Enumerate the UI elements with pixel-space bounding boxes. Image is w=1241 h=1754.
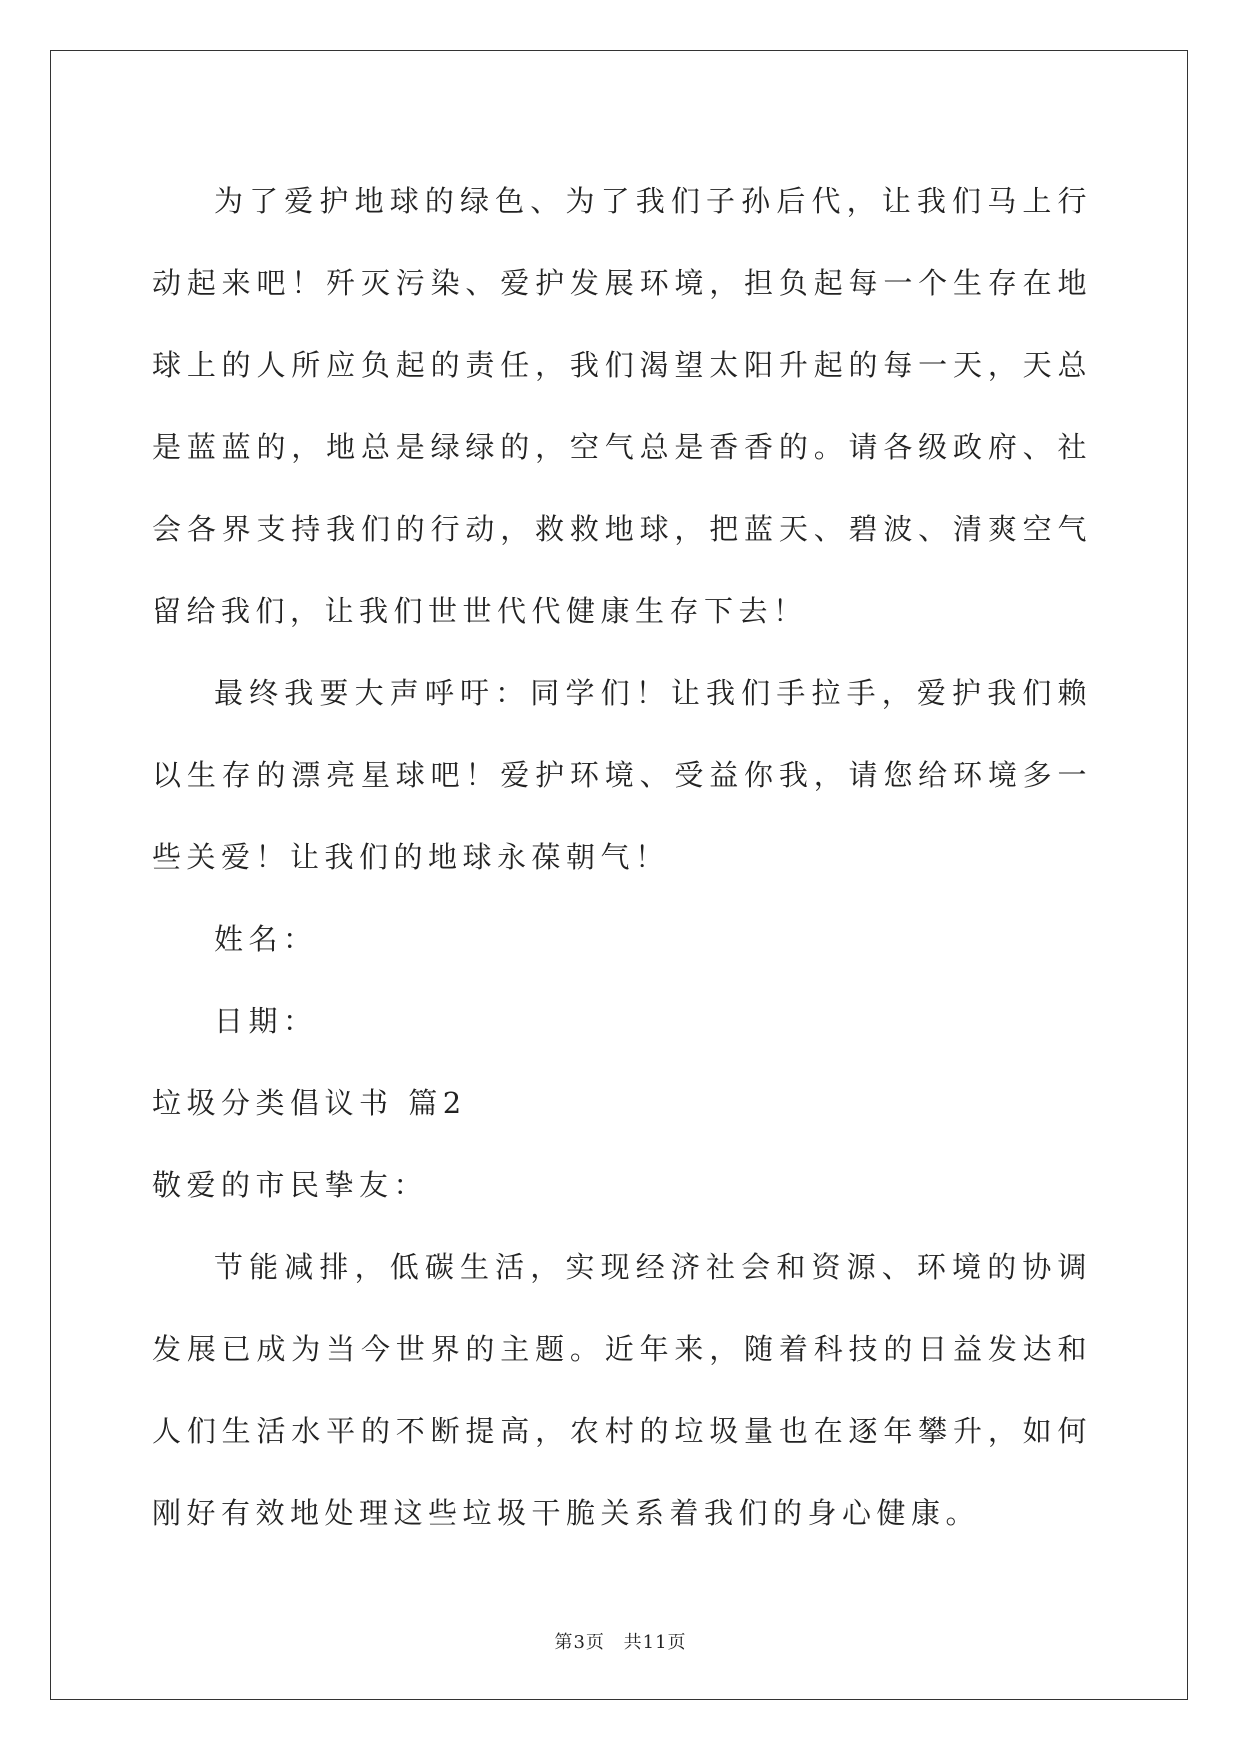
page-footer	[0, 1628, 1241, 1654]
paragraph: 为了爱护地球的绿色、为了我们子孙后代，让我们马上行动起来吧！歼灭污染、爱护发展环境，担负起每一个生存在地球上的人所应负起的责任，我们渴望太阳升起的每一天，天总是蓝蓝的，地总是绿绿的，空气总是香香的。请各级政府、社会各界支持我们的行动，救救地球，把蓝天、碧波、清爽空气留给我们，让我们世世代代健康生存下去！	[152, 184, 1092, 628]
paragraph: 节能减排，低碳生活，实现经济社会和资源、环境的协调发展已成为当今世界的主题。近年来，随着科技的日益发达和人们生活水平的不断提高，农村的垃圾量也在逐年攀升，如何刚好有效地处理这些垃圾干脆关系着我们的身心健康。	[152, 1250, 1092, 1530]
salutation: 敬爱的市民挚友：	[152, 1168, 429, 1202]
name-field-label: 姓名：	[214, 922, 318, 956]
page-total: 共11页	[623, 1632, 687, 1653]
paragraph: 最终我要大声呼吁：同学们！让我们手拉手，爱护我们赖以生存的漂亮星球吧！爱护环境、受益你我，请您给环境多一些关爱！让我们的地球永葆朝气！	[152, 676, 1092, 874]
document-body	[152, 160, 1092, 1554]
section-title: 垃圾分类倡议书 篇2	[152, 1086, 467, 1120]
date-field-label: 日期：	[214, 1004, 318, 1038]
page-number: 第3页	[554, 1632, 605, 1653]
